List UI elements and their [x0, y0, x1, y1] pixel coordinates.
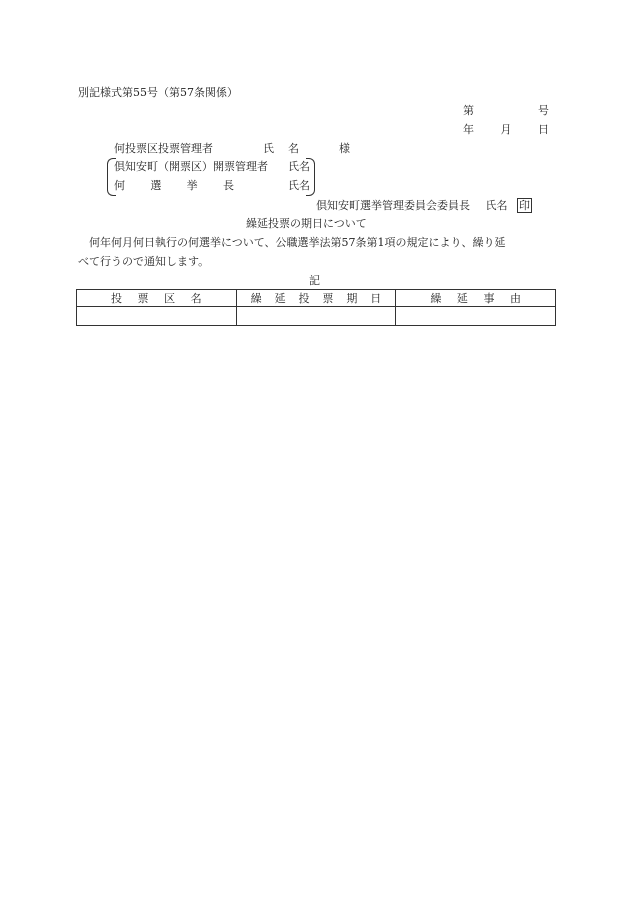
body-line-1: 何年何月何日執行の何選挙について、公職選挙法第57条第1項の規定により、繰り延	[89, 236, 506, 249]
h2-c2: 延	[274, 292, 286, 305]
sender-name: 氏名	[485, 199, 508, 212]
addressee-row1-name-placeholder	[263, 142, 299, 156]
month-char: 月	[500, 123, 512, 136]
h3-c4: 由	[510, 292, 521, 305]
h3-c3: 事	[483, 292, 495, 305]
row3-char-3: 挙	[186, 179, 198, 192]
name-char-1: 氏	[263, 142, 274, 155]
header-postponed-date	[236, 290, 396, 307]
form-id: 別記様式第55号（第57条関係）	[78, 86, 238, 99]
h3-c2: 延	[456, 292, 468, 305]
cell-precinct	[77, 307, 237, 326]
postponement-table	[76, 289, 556, 326]
dai-char: 第	[463, 104, 474, 117]
addressee-row2-name: 氏名	[288, 160, 310, 173]
cell-date	[236, 307, 396, 326]
row3-char-4: 長	[222, 179, 234, 192]
document-number-line	[463, 104, 549, 118]
header-postponement-reason	[396, 290, 556, 307]
row3-char-2: 選	[150, 179, 162, 192]
h1-c2: 票	[137, 292, 149, 305]
addressee-row2-title: 倶知安町（開票区）開票管理者	[114, 160, 268, 173]
seal-mark: 印	[519, 199, 530, 212]
cell-reason	[396, 307, 556, 326]
addressee-row3-title	[114, 179, 234, 193]
addressee-row3-name: 氏名	[288, 179, 310, 192]
ki-heading: 記	[309, 274, 320, 287]
sender-line	[316, 198, 532, 213]
year-char: 年	[463, 123, 474, 136]
h2-c4: 票	[322, 292, 334, 305]
name-char-2: 名	[288, 142, 299, 155]
h1-c4: 名	[190, 292, 202, 305]
subject-title: 繰延投票の期日について	[246, 217, 367, 230]
addressee-row1-title: 何投票区投票管理者	[114, 142, 213, 155]
table-row	[77, 307, 556, 326]
row3-char-1: 何	[114, 179, 125, 192]
sender-title: 倶知安町選挙管理委員会委員長	[316, 199, 470, 212]
date-line	[463, 123, 549, 137]
go-char: 号	[538, 104, 549, 117]
body-line-2: べて行うので通知します。	[78, 255, 210, 268]
h2-c3: 投	[298, 292, 310, 305]
h2-c6: 日	[370, 292, 382, 305]
h2-c1: 繰	[250, 292, 262, 305]
honorific-sama: 様	[339, 142, 350, 155]
h1-c1: 投	[111, 292, 122, 305]
h1-c3: 区	[164, 292, 176, 305]
header-precinct	[77, 290, 237, 307]
day-char: 日	[538, 123, 549, 136]
h3-c1: 繰	[430, 292, 442, 305]
table-header-row	[77, 290, 556, 307]
h2-c5: 期	[346, 292, 358, 305]
